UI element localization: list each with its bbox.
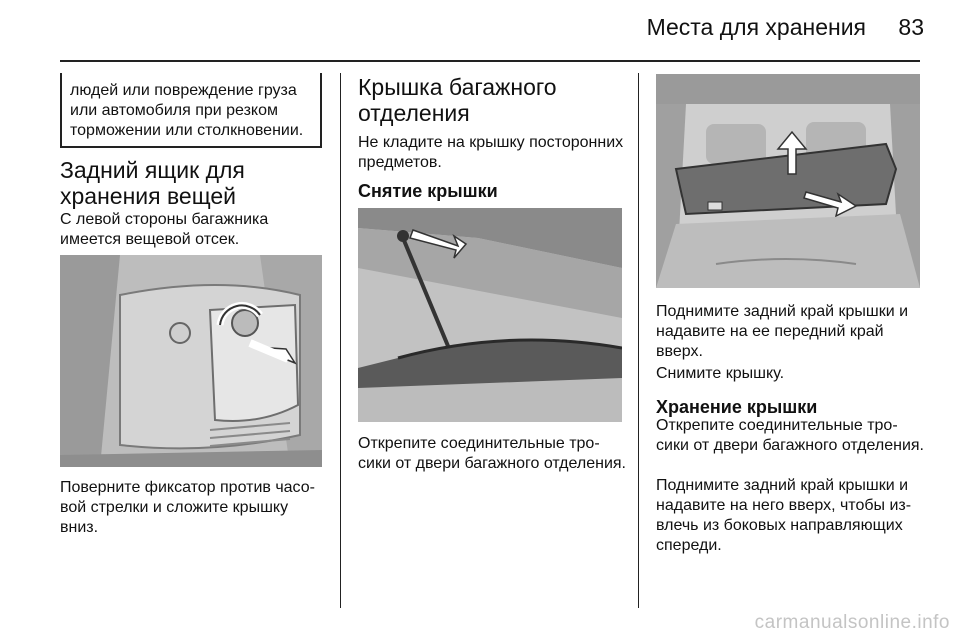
page-header-title: Места для хранения bbox=[646, 14, 866, 40]
subheading-storing-cover: Хранение крышки bbox=[656, 397, 818, 417]
cover-cable-illustration bbox=[358, 208, 622, 422]
watermark: carmanualsonline.info bbox=[754, 612, 950, 633]
page-number: 83 bbox=[898, 14, 924, 40]
subheading-removing-cover: Снятие крышки bbox=[358, 181, 498, 201]
column-divider-1 bbox=[340, 73, 341, 608]
section-heading-cargo-cover: Крышка багажного отделения bbox=[358, 74, 557, 126]
cover-lift-illustration bbox=[656, 74, 920, 288]
cargo-cover-intro: Не кладите на крышку посторонних предметов. bbox=[358, 134, 624, 171]
figure-caption-storage: Поверните фиксатор против часовой стрелки и сложите крышку вниз. bbox=[60, 479, 315, 536]
header-divider bbox=[60, 60, 920, 62]
warning-text: людей или повреждение груза или автомобиля при резком торможении или столкновении. bbox=[70, 82, 304, 139]
warning-box bbox=[60, 73, 322, 148]
storage-compartment-illustration bbox=[60, 255, 322, 467]
figure-caption-cables: Открепите соединительные тросики от двери багажного отделения. bbox=[358, 435, 626, 472]
storing-cover-text-1: Открепите соединительные тросики от двери багажного отделения. bbox=[656, 417, 924, 454]
figure-cover-lift bbox=[656, 74, 920, 288]
storing-cover-text-2: Поднимите задний край крышки и надавите на него вверх, чтобы извлечь из боковых направляющих спереди. bbox=[656, 477, 912, 554]
figure-caption-lift: Поднимите задний край крышки и надавите на ее передний край вверх. bbox=[656, 303, 909, 360]
rear-storage-intro: С левой стороны багажника имеется вещевой отсек. bbox=[60, 211, 269, 248]
column-divider-2 bbox=[638, 73, 639, 608]
figure-storage-compartment bbox=[60, 255, 322, 467]
section-heading-rear-storage: Задний ящик для хранения вещей bbox=[60, 157, 245, 209]
figure-cover-cables bbox=[358, 208, 622, 422]
remove-cover-text: Снимите крышку. bbox=[656, 365, 785, 382]
